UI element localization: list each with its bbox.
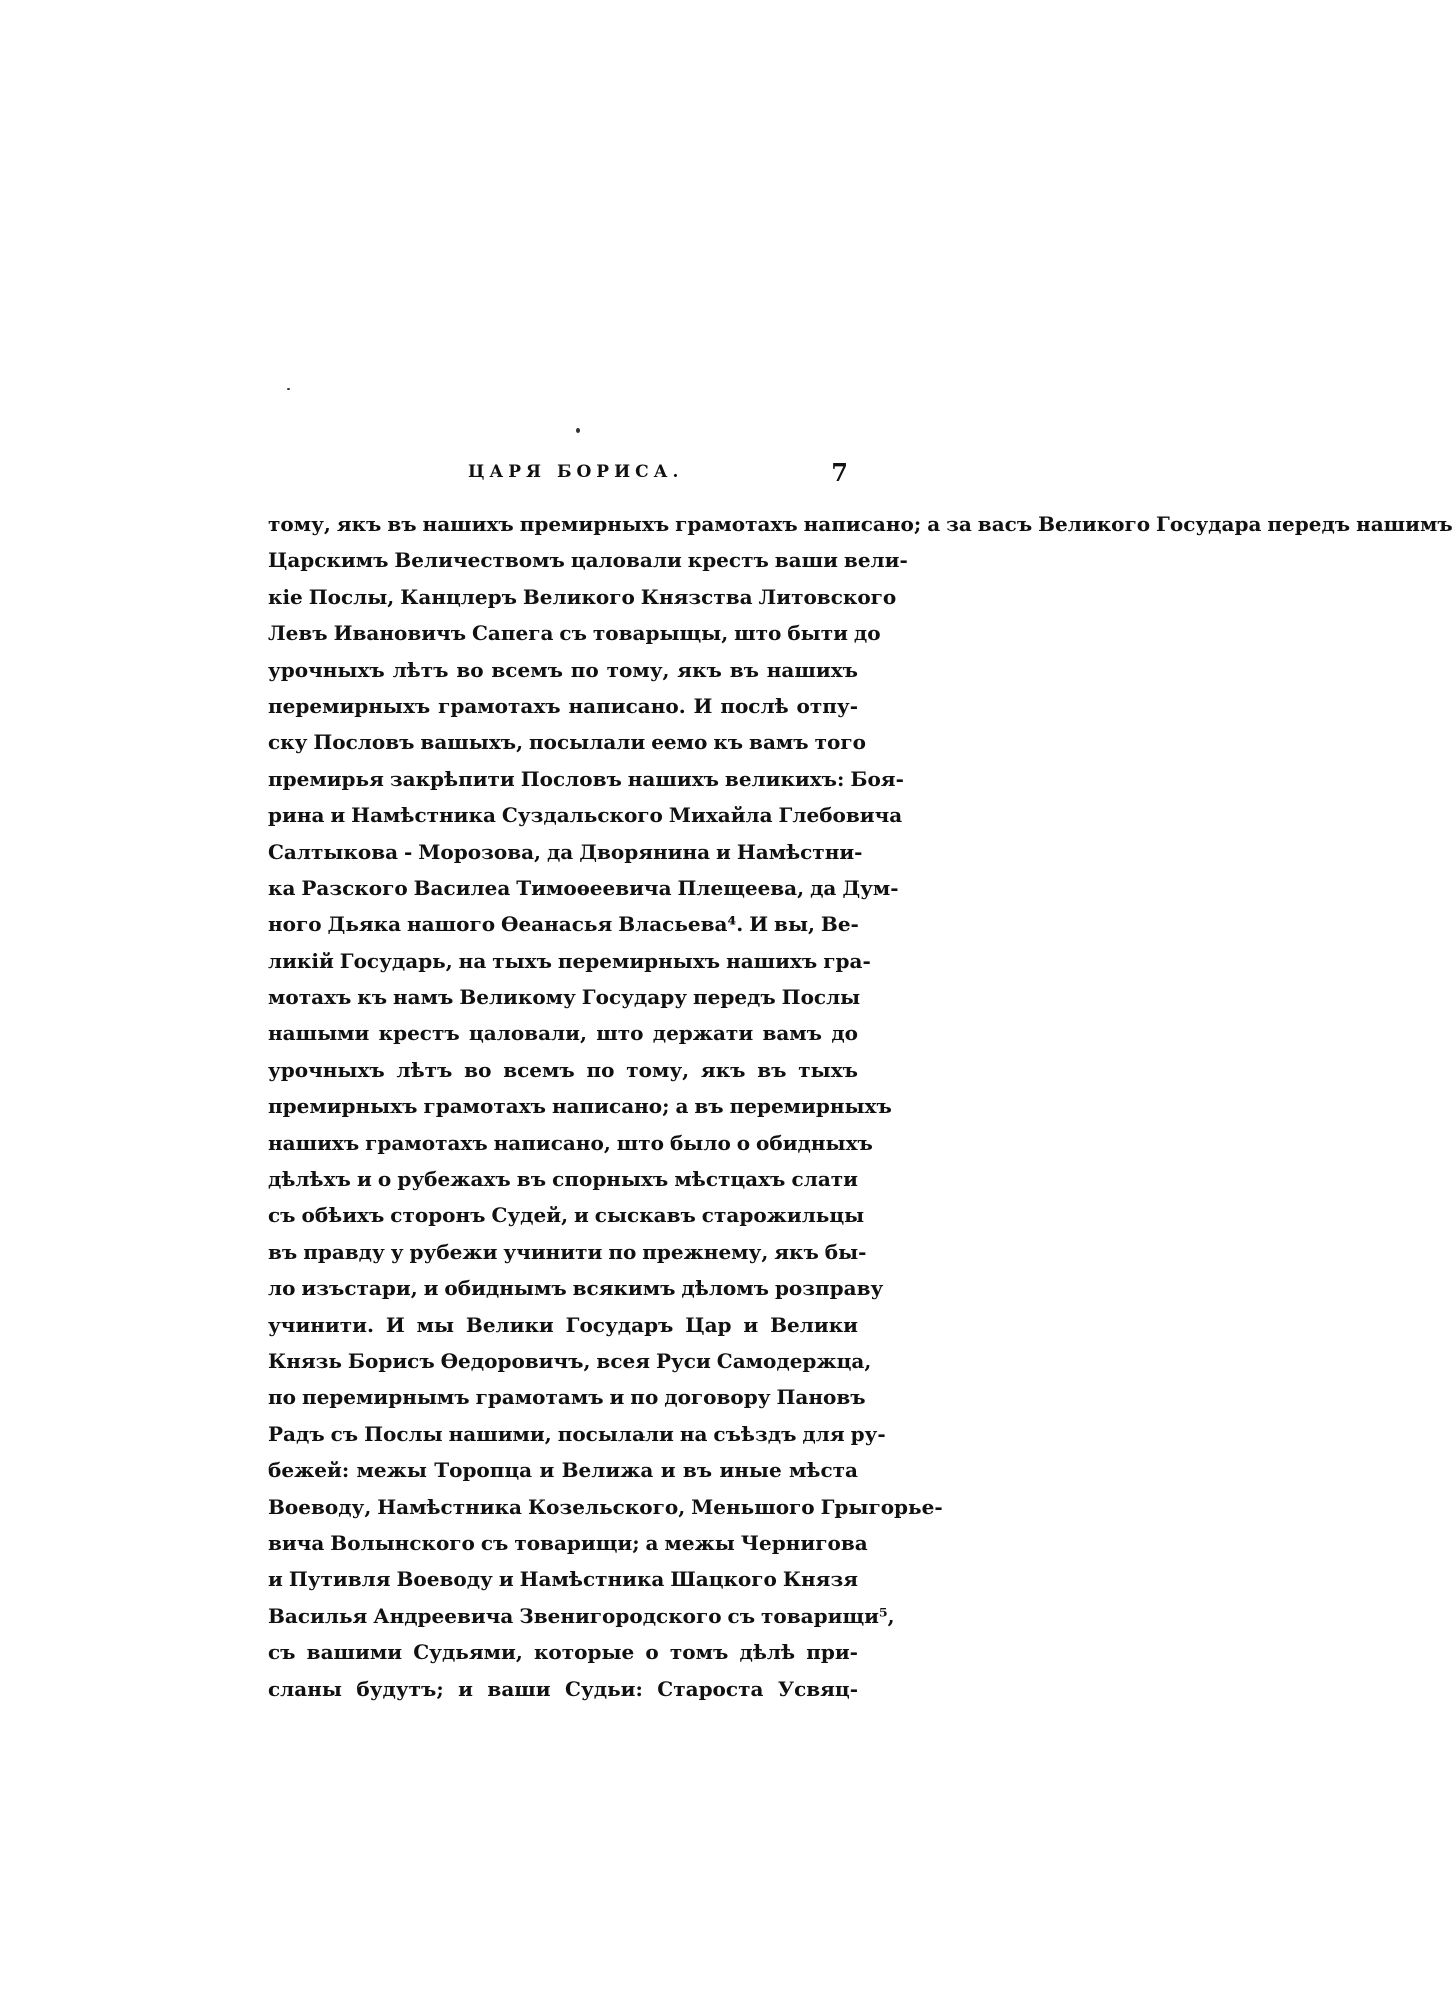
text-line: ску Пословъ вашыхъ, посылали еемо къ вамъ того (268, 730, 866, 755)
text-line: Князь Борисъ Ѳедоровичъ, всея Руси Самодержца, (268, 1348, 872, 1373)
text-line: премирья закрѣпити Пословъ нашихъ великихъ: Боя- (268, 766, 904, 791)
text-line: съ вашими Судьями, которые о томъ дѣлѣ при- (268, 1640, 858, 1665)
text-line: въ правду у рубежи учинити по прежнему, якъ бы- (268, 1239, 867, 1264)
text-line: Царскимъ Величествомъ цаловали крестъ ваши вели- (268, 548, 908, 573)
text-line: и Путивля Воеводу и Намѣстника Шацкого Князя (268, 1567, 858, 1592)
text-line: перемирныхъ грамотахъ написано. И послѣ отпу- (268, 693, 858, 718)
text-line: нашыми крестъ цаловали, што держати вамъ до (268, 1021, 858, 1046)
text-line: нашихъ грамотахъ написано, што было о обидныхъ (268, 1130, 873, 1155)
running-title: ЦАРЯ БОРИСА. (468, 462, 684, 482)
text-line: Салтыкова - Морозова, да Дворянина и Намѣстни- (268, 839, 863, 864)
text-line: вича Волынского съ товарищи; а межы Чернигова (268, 1530, 868, 1555)
text-line: ка Разского Василеа Тимоѳеевича Плещеева, да Дум- (268, 875, 899, 900)
text-line: учинити. И мы Велики Государъ Цар и Велики (268, 1312, 858, 1337)
text-line: рина и Намѣстника Суздальского Михайла Глебовича (268, 803, 903, 828)
paper-speck (287, 388, 290, 390)
text-line: Левъ Ивановичъ Сапега съ товарыщы, што быти до (268, 621, 881, 646)
body-text (268, 506, 1453, 1707)
text-line: ного Дьяка нашого Ѳеанасья Власьева⁴. И вы, Ве- (268, 912, 859, 937)
paper-speck (576, 428, 580, 433)
text-line: съ обѣихъ сторонъ Судей, и сыскавъ старожильцы (268, 1203, 865, 1228)
text-line: Василья Андреевича Звенигородского съ товарищи⁵, (268, 1603, 895, 1628)
text-line: ло изъстари, и обиднымъ всякимъ дѣломъ розправу (268, 1276, 884, 1301)
text-line: кіе Послы, Канцлеръ Великого Князства Литовского (268, 584, 897, 609)
running-header (268, 458, 858, 492)
text-line: урочныхъ лѣтъ во всемъ по тому, якъ въ нашихъ (268, 657, 858, 682)
text-line: Радъ съ Послы нашими, посылали на съѣздъ для ру- (268, 1421, 886, 1446)
text-line: сланы будутъ; и ваши Судьи: Староста Усвяц- (268, 1676, 858, 1701)
page-number: 7 (831, 458, 848, 487)
text-line: по перемирнымъ грамотамъ и по договору Пановъ (268, 1385, 866, 1410)
text-line: Воеводу, Намѣстника Козельского, Меньшого Грыгорье- (268, 1494, 943, 1519)
text-line: дѣлѣхъ и о рубежахъ въ спорныхъ мѣстцахъ слати (268, 1167, 858, 1192)
text-line: тому, якъ въ нашихъ премирныхъ грамотахъ написано; а за васъ Великого Государа передъ нашимъ (268, 512, 1453, 536)
text-line: урочныхъ лѣтъ во всемъ по тому, якъ въ тыхъ (268, 1057, 858, 1082)
text-line: премирныхъ грамотахъ написано; а въ перемирныхъ (268, 1094, 892, 1119)
text-line: бежей: межы Торопца и Велижа и въ иные мѣста (268, 1458, 858, 1483)
text-line: ликій Государь, на тыхъ перемирныхъ нашихъ гра- (268, 948, 871, 973)
text-line: мотахъ къ намъ Великому Государу передъ Послы (268, 985, 861, 1010)
